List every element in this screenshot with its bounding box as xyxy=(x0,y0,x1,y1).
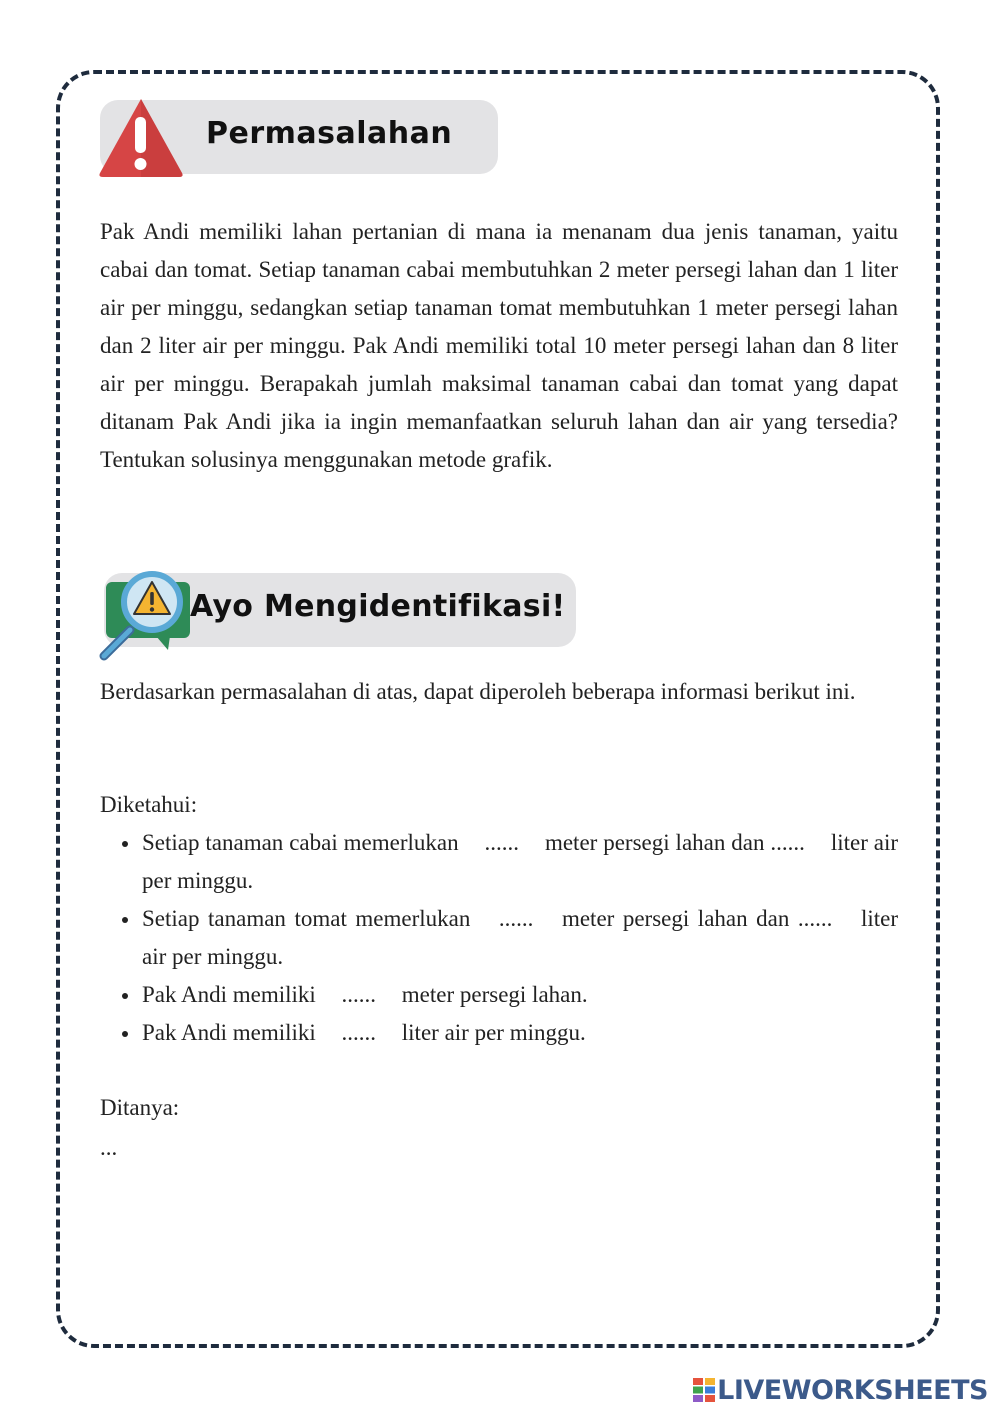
magnifier-warning-icon xyxy=(96,568,194,666)
list-item: Setiap tanaman cabai memerlukan ...... meter persegi lahan dan ...... liter air per minggu. xyxy=(100,824,898,900)
known-label: Diketahui: xyxy=(100,792,198,817)
problem-paragraph: Pak Andi memiliki lahan pertanian di mana ia menanam dua jenis tanaman, yaitu cabai dan tomat. Setiap tanaman cabai membutuhkan 2 meter persegi lahan dan 1 liter air per minggu, sedangkan setiap tanaman tomat membutuhkan 1 meter persegi lahan dan 2 liter air per minggu. Pak Andi memiliki total 10 meter persegi lahan dan 8 liter air per minggu. Berapakah jumlah maksimal tanaman cabai dan tomat yang dapat ditanam Pak Andi jika ia ingin memanfaatkan seluruh lahan dan air yang tersedia? Tentukan solusinya menggunakan metode grafik. xyxy=(100,219,898,472)
asked-label: Ditanya: xyxy=(100,1095,180,1120)
identify-intro: Berdasarkan permasalahan di atas, dapat diperoleh beberapa informasi berikut ini. xyxy=(100,679,856,704)
list-item: Pak Andi memiliki ...... meter persegi lahan. xyxy=(100,976,898,1014)
list-item: Pak Andi memiliki ...... liter air per minggu. xyxy=(100,1014,898,1052)
blank-field[interactable]: ...... xyxy=(484,830,520,855)
liveworksheets-mark-icon xyxy=(693,1378,715,1402)
list-item: Setiap tanaman tomat memerlukan ...... meter persegi lahan dan ...... liter air per minggu. xyxy=(100,900,898,976)
blank-field[interactable]: ...... xyxy=(770,830,805,855)
blank-field[interactable]: ...... xyxy=(498,906,534,931)
known-list xyxy=(100,824,898,1052)
section-title: Ayo Mengidentifikasi! xyxy=(190,589,566,624)
section-title: Permasalahan xyxy=(206,116,453,151)
warning-triangle-icon xyxy=(96,95,186,179)
blank-field[interactable]: ...... xyxy=(341,1020,377,1045)
blank-field[interactable]: ...... xyxy=(341,982,377,1007)
blank-field[interactable]: ...... xyxy=(797,906,833,931)
liveworksheets-logo xyxy=(693,1374,988,1408)
asked-answer-field[interactable]: ... xyxy=(100,1135,118,1160)
logo-text: LIVEWORKSHEETS xyxy=(717,1375,988,1406)
